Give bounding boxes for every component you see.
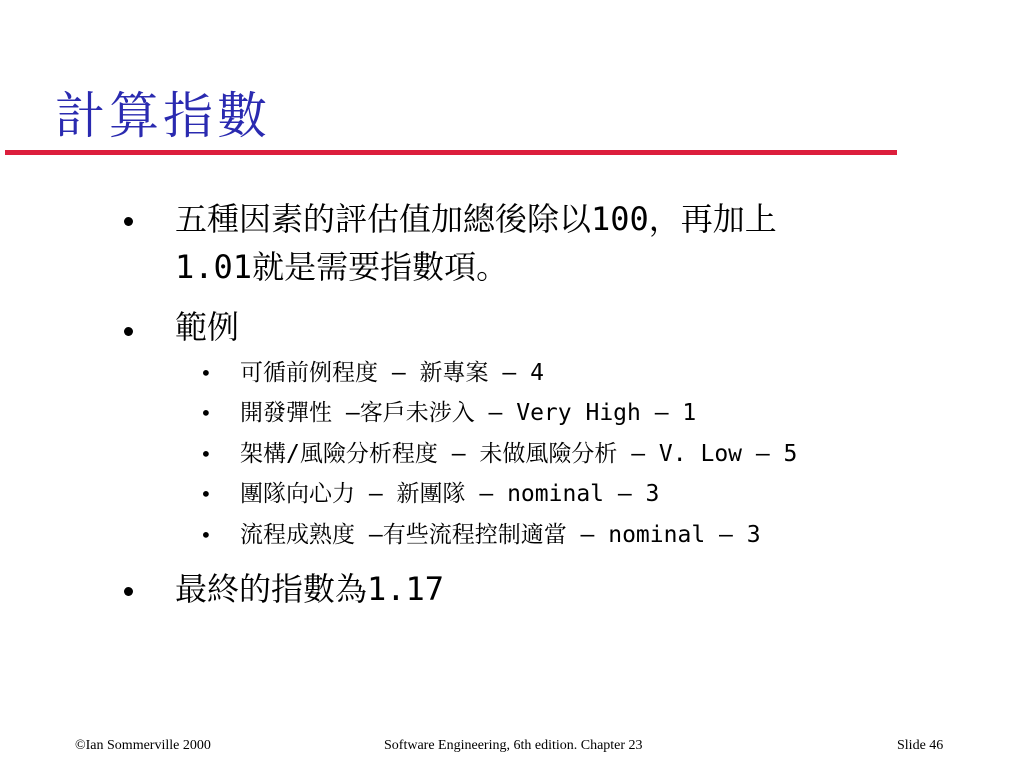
sub-bullet-text: 可循前例程度 – 新專案 – 4 bbox=[240, 360, 544, 386]
bullet-dot bbox=[124, 217, 133, 226]
bullet-dot bbox=[124, 587, 133, 596]
bullet-text: 範例 bbox=[175, 308, 240, 346]
bullet-text: 最終的指數為1.17 bbox=[175, 570, 445, 608]
sub-bullet-dot: • bbox=[200, 523, 212, 547]
sub-bullet-text: 開發彈性 –客戶未涉入 – Very High – 1 bbox=[240, 400, 697, 426]
sub-bullet-text: 架構/風險分析程度 – 未做風險分析 – V. Low – 5 bbox=[240, 441, 798, 467]
sub-bullet-dot: • bbox=[200, 442, 212, 466]
bullet-dot bbox=[124, 327, 133, 336]
footer-slide-number: Slide 46 bbox=[897, 738, 944, 753]
footer-book-title: Software Engineering, 6th edition. Chapter 23 bbox=[384, 738, 643, 753]
sub-bullet-text: 流程成熟度 –有些流程控制適當 – nominal – 3 bbox=[240, 522, 761, 548]
slide-title: 計算指數 bbox=[55, 87, 271, 145]
sub-bullet-dot: • bbox=[200, 482, 212, 506]
sub-bullet-dot: • bbox=[200, 361, 212, 385]
footer-copyright: ©Ian Sommerville 2000 bbox=[75, 738, 211, 753]
bullet-text: 五種因素的評估值加總後除以100，再加上 bbox=[175, 200, 777, 238]
sub-bullet-dot: • bbox=[200, 401, 212, 425]
bullet-text-continued: 1.01就是需要指數項。 bbox=[175, 248, 509, 286]
sub-bullet-text: 團隊向心力 – 新團隊 – nominal – 3 bbox=[240, 481, 660, 507]
